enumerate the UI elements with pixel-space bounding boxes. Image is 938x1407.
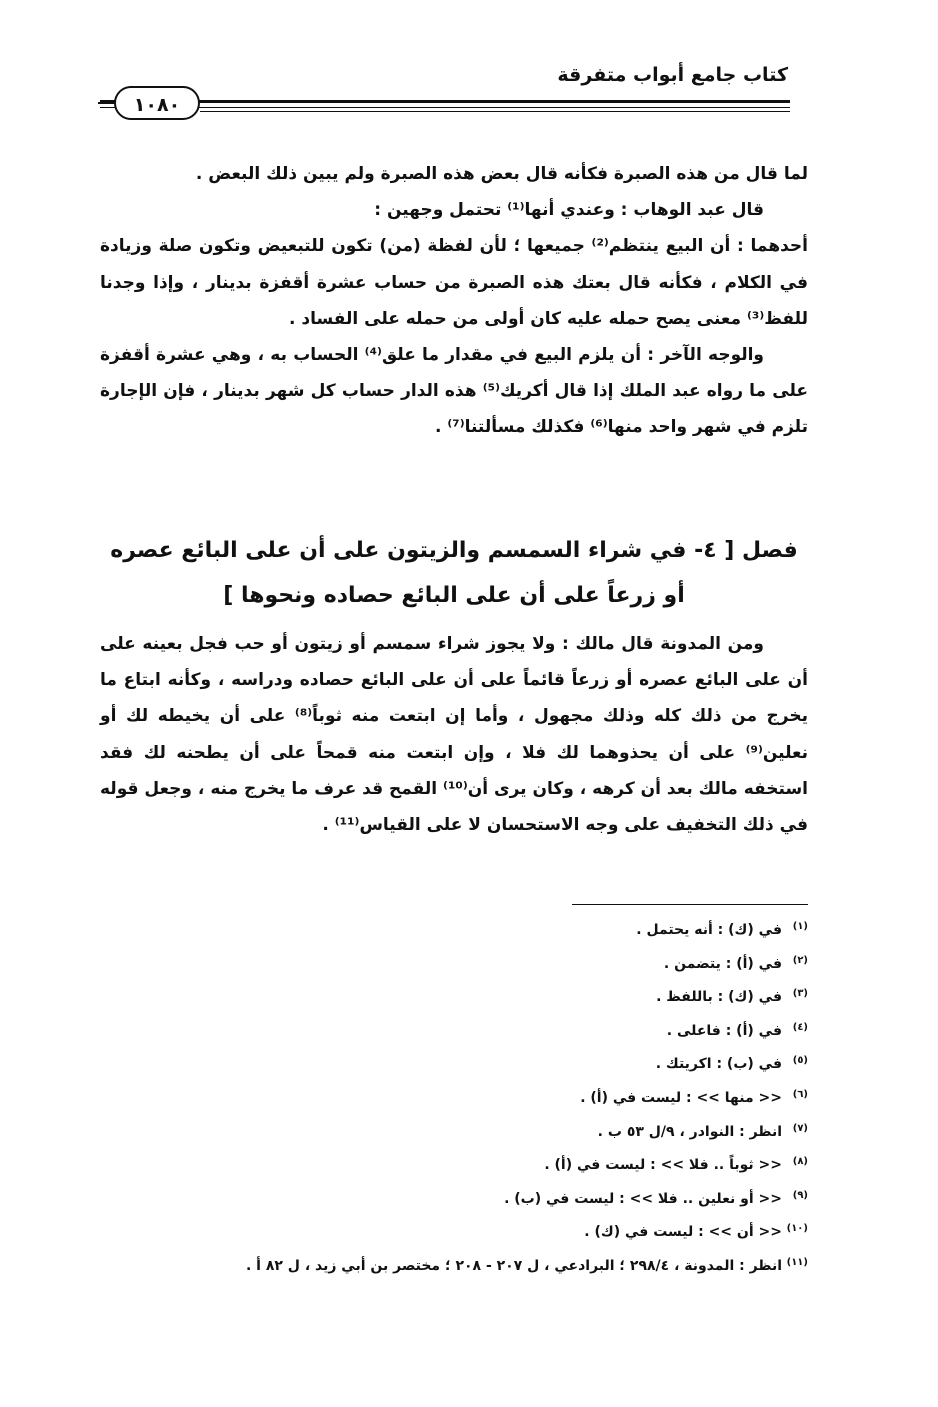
footnote-text: في (أ) : فاعلى . bbox=[666, 1022, 782, 1039]
footnote bbox=[100, 1112, 808, 1146]
footnote bbox=[100, 1011, 808, 1045]
footnote-number: (٣) bbox=[792, 988, 808, 1000]
footnote-number: (٩) bbox=[792, 1189, 808, 1201]
footnote-text: في (ب) : اكريتك . bbox=[655, 1056, 782, 1073]
footnote-text: انظر : النوادر ، ٩/ل ٥٣ ب . bbox=[597, 1123, 782, 1140]
footnote-number: (١١) bbox=[786, 1256, 808, 1268]
footnote-number: (١) bbox=[792, 921, 808, 932]
footnote-number: (٢) bbox=[792, 954, 808, 966]
footnote-number: (٤) bbox=[792, 1021, 808, 1033]
footnote-text: في (ك) : باللفظ . bbox=[656, 989, 782, 1006]
header-rule bbox=[100, 100, 790, 108]
footnote-number: (٥) bbox=[792, 1055, 808, 1067]
footnote-number: (٧) bbox=[792, 1122, 808, 1134]
paragraph: قال عبد الوهاب : وعندي أنها⁽¹⁾ تحتمل وجهين : bbox=[374, 200, 764, 221]
footnote bbox=[100, 1212, 808, 1246]
footnote bbox=[100, 1078, 808, 1112]
footnote bbox=[100, 910, 808, 944]
footnote-text: في (أ) : يتضمن . bbox=[663, 955, 782, 972]
page-number-stub bbox=[98, 102, 114, 104]
body-text bbox=[100, 156, 808, 446]
footnote-number: (٦) bbox=[792, 1088, 808, 1100]
footnote-text: << منها >> : ليست في (أ) . bbox=[580, 1089, 782, 1106]
paragraph: ومن المدونة قال مالك : ولا يجوز شراء سمسم أو زيتون أو حب فجل بعينه على أن على البائع عصره أو زرعاً قائماً على أن على البائع حصاده ودراسه ، وكأنه ابتاع ما يخرج من ذلك كله وذلك مجهول ، وأما إن ابتعت منه ثوباً⁽⁸⁾ على أن يخيطه لك أو نعلين⁽⁹⁾ على أن يحذوهما لك فلا ، وإن ابتعت منه قمحاً على أن يطحنه لك فقد استخفه مالك بعد أن كرهه ، وكان يرى أن⁽¹⁰⁾ القمح قد عرف ما يخرج منه ، وجعل قوله في ذلك التخفيف على وجه الاستحسان لا على القياس⁽¹¹⁾ . bbox=[100, 634, 808, 836]
header-rule-thin bbox=[200, 111, 790, 112]
footnote bbox=[100, 977, 808, 1011]
footnote-text: << أن >> : ليست في (ك) . bbox=[584, 1224, 782, 1241]
footnote-number: (٨) bbox=[792, 1156, 808, 1168]
running-title: كتاب جامع أبواب متفرقة bbox=[557, 64, 788, 86]
footnotes bbox=[100, 910, 808, 1280]
footnote bbox=[100, 944, 808, 978]
footnote bbox=[100, 1179, 808, 1213]
footnote bbox=[100, 1145, 808, 1179]
footnote bbox=[100, 1044, 808, 1078]
paragraph: والوجه الآخر : أن يلزم البيع في مقدار ما علق⁽⁴⁾ الحساب به ، وهي عشرة أقفزة على ما رواه عبد الملك إذا قال أكريك⁽⁵⁾ هذه الدار حساب كل شهر بدينار ، فإن الإجارة تلزم في شهر واحد منها⁽⁶⁾ فكذلك مسألتنا⁽⁷⁾ . bbox=[100, 345, 808, 438]
footnote-number: (١٠) bbox=[786, 1223, 808, 1235]
section-text bbox=[100, 626, 808, 843]
footnote bbox=[100, 1246, 808, 1280]
footnote-text: انظر : المدونة ، ٢٩٨/٤ ؛ البرادعي ، ل ٢٠٧ - ٢٠٨ ؛ مختصر بن أبي زيد ، ل ٨٢ أ . bbox=[245, 1257, 782, 1274]
paragraph: لما قال من هذه الصبرة فكأنه قال بعض هذه الصبرة ولم يبين ذلك البعض . bbox=[195, 164, 808, 184]
footnote-text: << ثوباً .. فلا >> : ليست في (أ) . bbox=[544, 1157, 782, 1174]
section-heading: فصل [ ٤- في شراء السمسم والزيتون على أن على البائع عصره أو زرعاً على أن على البائع حصاده ونحوها ] bbox=[110, 538, 798, 608]
footnote-text: في (ك) : أنه يحتمل . bbox=[636, 922, 782, 938]
page-number: ١٠٨٠ bbox=[114, 86, 200, 120]
footnote-text: << أو نعلين .. فلا >> : ليست في (ب) . bbox=[504, 1190, 782, 1207]
paragraph: أحدهما : أن البيع ينتظم⁽²⁾ جميعها ؛ لأن لفظة (من) تكون للتبعيض وتكون صلة وزيادة في الكلام ، فكأنه قال بعتك هذه الصبرة من حساب عشرة أقفزة بدينار ، وإذا وجدنا للفظ⁽³⁾ معنى يصح حمله عليه كان أولى من حمله على الفساد . bbox=[100, 236, 808, 329]
footnote-separator bbox=[572, 904, 808, 905]
